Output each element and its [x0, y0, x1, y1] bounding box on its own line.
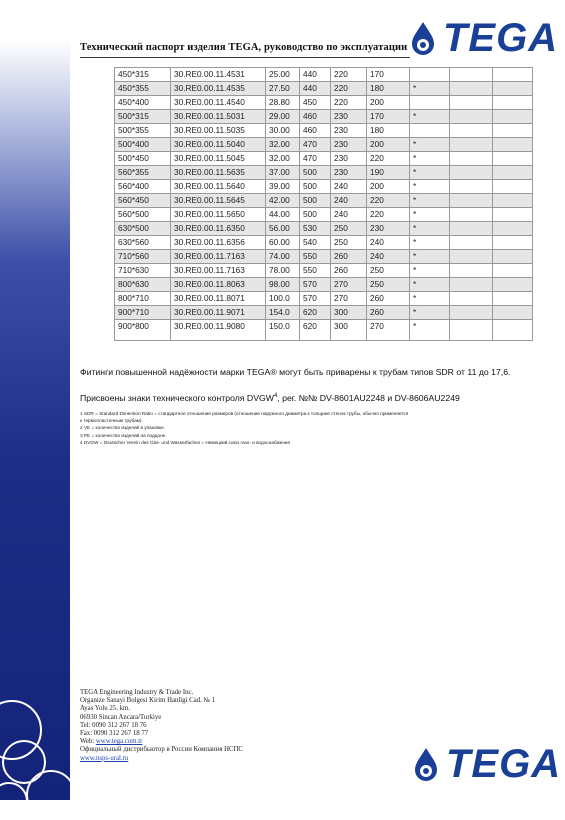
fax: Fax: 0090 312 267 18 77 — [80, 730, 149, 738]
table-row — [115, 236, 533, 250]
table-cell: 230 — [331, 110, 367, 124]
dvgw-note — [80, 390, 540, 404]
phone: Tel: 0090 312 267 18 76 — [80, 721, 147, 729]
table-cell — [450, 82, 493, 96]
table-cell — [493, 320, 533, 341]
table-row — [115, 68, 533, 82]
table-cell: 30.RE0.00.11.5650 — [171, 208, 266, 222]
table-cell: 260 — [331, 250, 367, 264]
table-cell: 500*400 — [115, 138, 171, 152]
table-cell: 450*355 — [115, 82, 171, 96]
table-cell: 560*500 — [115, 208, 171, 222]
table-cell: 250 — [331, 222, 367, 236]
table-cell: * — [410, 166, 450, 180]
dvgw-footnote-ref: 4 — [273, 393, 278, 399]
footnote-line: 4 DVGW = Deutscher Verein des Gas- und Wasserfaches = Немецкий союз газо- и водоснабжения — [80, 439, 291, 445]
table-cell: 27.50 — [266, 82, 300, 96]
table-cell: 470 — [300, 138, 331, 152]
company-name: TEGA Engineering Industry & Trade Inc. — [80, 689, 194, 696]
table-cell: 30.RE0.00.11.8071 — [171, 292, 266, 306]
table-row — [115, 152, 533, 166]
table-cell — [450, 96, 493, 110]
address-line: Organize Sanayi Bolgesi Kirim Hanligi Cad. № 1 — [80, 697, 216, 705]
table-cell: * — [410, 250, 450, 264]
table-cell — [493, 194, 533, 208]
table-cell: 30.RE0.00.11.5045 — [171, 152, 266, 166]
table-row — [115, 124, 533, 138]
table-cell — [493, 180, 533, 194]
decor-circle — [26, 770, 76, 820]
table-cell: 540 — [300, 236, 331, 250]
table-cell — [450, 292, 493, 306]
table-cell: 37.00 — [266, 166, 300, 180]
table-cell: 550 — [300, 264, 331, 278]
table-cell: 28.80 — [266, 96, 300, 110]
table-row — [115, 320, 533, 341]
table-row — [115, 250, 533, 264]
fittings-note: Фитинги повышенной надёжности марки TEGA® могут быть приварены к трубам типов SDR от 11 до 17,6. — [80, 367, 511, 377]
table-cell — [493, 166, 533, 180]
table-row — [115, 222, 533, 236]
table-cell: 250 — [367, 264, 410, 278]
table-cell: 30.RE0.00.11.5645 — [171, 194, 266, 208]
footnote-line: 2 VE = количество изделий в упаковке. — [80, 425, 165, 431]
table-cell: 30.RE0.00.11.5640 — [171, 180, 266, 194]
left-decor-stripe — [0, 40, 70, 800]
table-cell: 630*560 — [115, 236, 171, 250]
table-cell: 260 — [367, 306, 410, 320]
table-cell: 230 — [367, 222, 410, 236]
table-cell: 460 — [300, 110, 331, 124]
table-cell: 460 — [300, 124, 331, 138]
table-cell: 240 — [367, 236, 410, 250]
table-cell: * — [410, 320, 450, 341]
distributor: Официальный дистрибьютор в России Компания НСПС — [80, 746, 243, 754]
table-cell: 500*315 — [115, 110, 171, 124]
table-cell: 240 — [331, 180, 367, 194]
table-cell: 560*450 — [115, 194, 171, 208]
table-cell: 500*355 — [115, 124, 171, 138]
table-cell: * — [410, 292, 450, 306]
table-cell — [450, 236, 493, 250]
table-cell: 56.00 — [266, 222, 300, 236]
table-cell: * — [410, 278, 450, 292]
table-cell: 240 — [331, 208, 367, 222]
table-cell: 30.RE0.00.11.7163 — [171, 250, 266, 264]
table-cell — [450, 166, 493, 180]
table-cell: * — [410, 152, 450, 166]
address-line: Ayas Yolu 25. km. — [80, 705, 130, 713]
table-cell: * — [410, 110, 450, 124]
table-cell: * — [410, 180, 450, 194]
table-cell: 570 — [300, 292, 331, 306]
table-cell: 800*710 — [115, 292, 171, 306]
table-cell: 500 — [300, 166, 331, 180]
table-cell: 440 — [300, 82, 331, 96]
table-row — [115, 264, 533, 278]
table-cell — [493, 292, 533, 306]
table-row — [115, 166, 533, 180]
table-cell: 220 — [331, 68, 367, 82]
table-cell — [493, 110, 533, 124]
table-cell: 170 — [367, 68, 410, 82]
address-line: 06930 Sincan Ancara/Turkiye — [80, 713, 162, 721]
table-cell: 440 — [300, 68, 331, 82]
table-row — [115, 110, 533, 124]
table-cell: 30.RE0.00.11.6356 — [171, 236, 266, 250]
table-cell — [450, 180, 493, 194]
table-cell: 30.RE0.00.11.5040 — [171, 138, 266, 152]
table-cell: * — [410, 194, 450, 208]
table-cell — [450, 110, 493, 124]
company-address — [80, 689, 243, 763]
table-cell — [493, 152, 533, 166]
table-cell: 230 — [331, 124, 367, 138]
table-cell: 220 — [367, 194, 410, 208]
table-cell: 42.00 — [266, 194, 300, 208]
table-cell — [450, 194, 493, 208]
tega-logo-bottom — [410, 742, 561, 787]
site-line — [80, 755, 243, 763]
table-cell: 710*560 — [115, 250, 171, 264]
table-cell: 44.00 — [266, 208, 300, 222]
table-cell: 250 — [367, 278, 410, 292]
table-cell: 30.RE0.00.11.4535 — [171, 82, 266, 96]
table-cell: 78.00 — [266, 264, 300, 278]
table-cell: 300 — [331, 320, 367, 341]
footnote-line: к термопластичным трубам). — [80, 418, 143, 424]
table-cell: 550 — [300, 250, 331, 264]
table-cell — [450, 250, 493, 264]
table-cell: 220 — [367, 208, 410, 222]
table-cell: 98.00 — [266, 278, 300, 292]
footnote-line: 3 PE = количество изделий на поддоне. — [80, 432, 167, 438]
header-divider — [80, 57, 410, 58]
table-cell: 270 — [331, 278, 367, 292]
table-cell — [493, 222, 533, 236]
table-cell — [450, 152, 493, 166]
table-cell: 230 — [331, 138, 367, 152]
table-cell: 570 — [300, 278, 331, 292]
table-cell: 180 — [367, 82, 410, 96]
table-cell: 500 — [300, 180, 331, 194]
table-cell: 270 — [367, 320, 410, 341]
table-cell: 74.00 — [266, 250, 300, 264]
table-cell: 32.00 — [266, 138, 300, 152]
table-cell — [450, 278, 493, 292]
table-cell: 230 — [331, 166, 367, 180]
table-cell: 450*400 — [115, 96, 171, 110]
table-cell: 900*710 — [115, 306, 171, 320]
dvgw-reg-numbers: , рег. №№ DV-8601AU2248 и DV-8606AU2249 — [277, 392, 460, 403]
footnotes — [80, 411, 520, 447]
table-cell: 39.00 — [266, 180, 300, 194]
table-cell: 100.0 — [266, 292, 300, 306]
table-cell — [493, 124, 533, 138]
table-cell: 270 — [331, 292, 367, 306]
table-cell: * — [410, 236, 450, 250]
tega-drop-icon — [410, 747, 442, 783]
table-row — [115, 180, 533, 194]
table-cell: * — [410, 82, 450, 96]
table-cell — [493, 68, 533, 82]
table-row — [115, 138, 533, 152]
tega-logo-text: TEGA — [446, 742, 562, 786]
table-cell — [450, 264, 493, 278]
table-cell — [450, 222, 493, 236]
table-cell — [493, 208, 533, 222]
table-cell — [410, 68, 450, 82]
table-row — [115, 96, 533, 110]
web-link[interactable]: www.tega.com.tr — [95, 738, 143, 746]
table-cell: * — [410, 222, 450, 236]
distributor-site-link[interactable]: www.nsps-ural.ru — [80, 754, 129, 762]
table-cell: 60.00 — [266, 236, 300, 250]
table-cell: 190 — [367, 166, 410, 180]
web-line — [80, 738, 243, 746]
page-title: Технический паспорт изделия TEGA, руководство по эксплуатации — [80, 42, 408, 53]
table-cell: 25.00 — [266, 68, 300, 82]
table-cell: 500*450 — [115, 152, 171, 166]
table-cell: 450 — [300, 96, 331, 110]
table-cell: 30.00 — [266, 124, 300, 138]
table-cell — [493, 138, 533, 152]
table-cell: 200 — [367, 180, 410, 194]
table-cell: 630*500 — [115, 222, 171, 236]
table-cell: 220 — [367, 152, 410, 166]
table-cell: 260 — [331, 264, 367, 278]
table-cell: 150.0 — [266, 320, 300, 341]
table-cell — [493, 250, 533, 264]
decor-circle — [0, 782, 28, 820]
table-cell: 30.RE0.00.11.7163 — [171, 264, 266, 278]
table-cell: 470 — [300, 152, 331, 166]
table-cell: * — [410, 208, 450, 222]
table-cell: 620 — [300, 306, 331, 320]
table-cell: 240 — [331, 194, 367, 208]
table-cell: 530 — [300, 222, 331, 236]
table-cell: 170 — [367, 110, 410, 124]
tega-logo-text: TEGA — [443, 16, 559, 60]
table-cell: 30.RE0.00.11.4531 — [171, 68, 266, 82]
table-cell: 240 — [367, 250, 410, 264]
table-cell — [450, 320, 493, 341]
table-cell — [493, 96, 533, 110]
table-cell: 220 — [331, 82, 367, 96]
table-cell — [493, 82, 533, 96]
table-cell: 30.RE0.00.11.5035 — [171, 124, 266, 138]
table-cell — [493, 278, 533, 292]
table-cell: 620 — [300, 320, 331, 341]
table-row — [115, 194, 533, 208]
web-label: Web: — [80, 738, 96, 746]
table-cell: 180 — [367, 124, 410, 138]
table-cell: 220 — [331, 96, 367, 110]
table-cell: 710*630 — [115, 264, 171, 278]
table-cell: 30.RE0.00.11.9071 — [171, 306, 266, 320]
table-cell: 300 — [331, 306, 367, 320]
table-cell: * — [410, 306, 450, 320]
table-cell: 500 — [300, 208, 331, 222]
table-cell: 32.00 — [266, 152, 300, 166]
table-row — [115, 82, 533, 96]
table-cell — [450, 68, 493, 82]
tega-logo-top — [407, 16, 558, 61]
table-cell: 800*630 — [115, 278, 171, 292]
table-cell: 200 — [367, 138, 410, 152]
table-row — [115, 292, 533, 306]
table-cell: 30.RE0.00.11.9080 — [171, 320, 266, 341]
table-cell: 450*315 — [115, 68, 171, 82]
table-cell — [450, 138, 493, 152]
table-cell — [493, 236, 533, 250]
table-cell — [410, 96, 450, 110]
tega-drop-icon — [407, 21, 439, 57]
table-cell: 500 — [300, 194, 331, 208]
table-cell: * — [410, 138, 450, 152]
table-cell: 260 — [367, 292, 410, 306]
table-cell: 30.RE0.00.11.5031 — [171, 110, 266, 124]
dvgw-note-text: Присвоены знаки технического контроля DVGW — [80, 392, 274, 403]
table-cell: 200 — [367, 96, 410, 110]
table-cell — [493, 306, 533, 320]
table-row — [115, 278, 533, 292]
footnote-line: 1 SDR = Standard Dimention Ratio = стандартное отношение размеров (отношение наружного диаметра к толщине стенок трубы, обычно применяется — [80, 411, 409, 416]
table-cell — [410, 124, 450, 138]
table-cell: 230 — [331, 152, 367, 166]
table-cell: 30.RE0.00.11.8063 — [171, 278, 266, 292]
spec-table — [114, 67, 533, 341]
table-cell: 30.RE0.00.11.6350 — [171, 222, 266, 236]
table-row — [115, 208, 533, 222]
table-cell — [450, 124, 493, 138]
table-cell: 560*355 — [115, 166, 171, 180]
table-cell: 900*800 — [115, 320, 171, 341]
table-cell: * — [410, 264, 450, 278]
table-cell — [450, 208, 493, 222]
table-cell: 560*400 — [115, 180, 171, 194]
table-cell: 30.RE0.00.11.5635 — [171, 166, 266, 180]
table-row — [115, 306, 533, 320]
table-cell — [450, 306, 493, 320]
table-cell: 29.00 — [266, 110, 300, 124]
table-cell: 250 — [331, 236, 367, 250]
table-cell: 30.RE0.00.11.4540 — [171, 96, 266, 110]
table-cell: 154.0 — [266, 306, 300, 320]
table-cell — [493, 264, 533, 278]
